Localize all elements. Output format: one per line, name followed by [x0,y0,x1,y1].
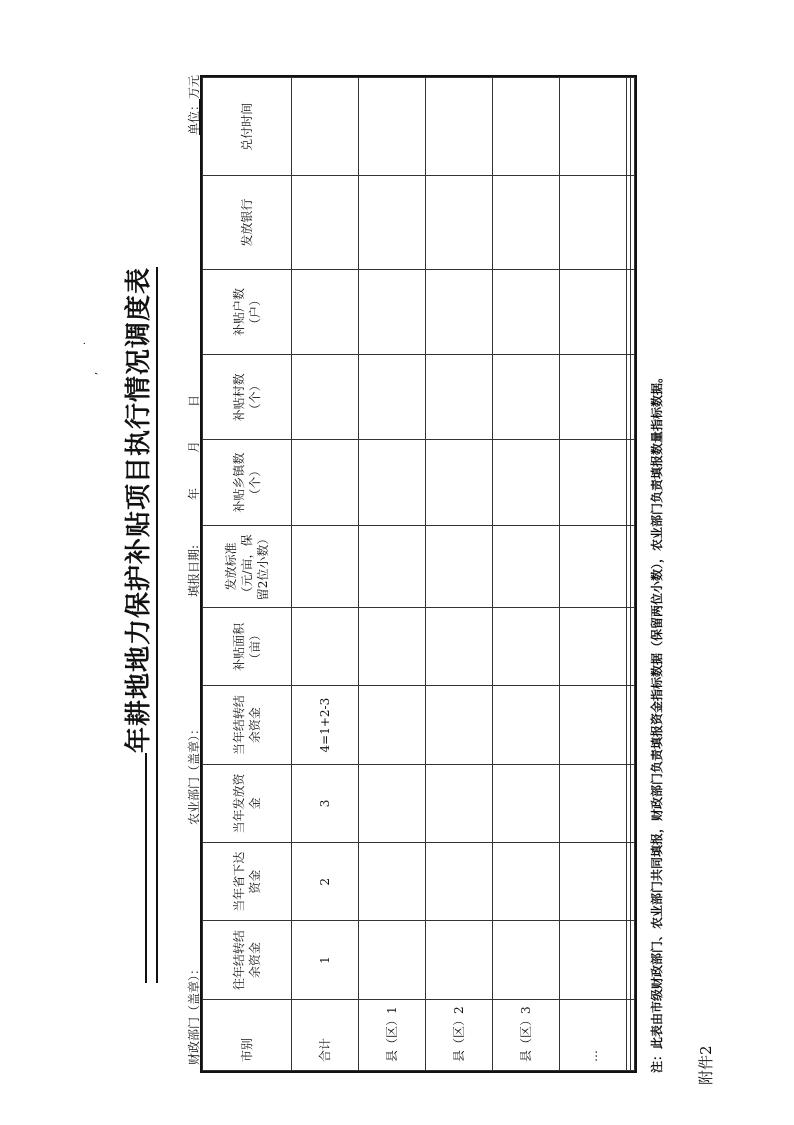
header-row [203,78,292,1071]
table-cell[interactable] [631,355,635,440]
table-cell[interactable] [359,78,426,176]
table-cell[interactable] [631,921,635,999]
table-cell[interactable] [493,176,560,269]
table-cell[interactable] [560,921,627,999]
header-cell: 补贴面积（亩） [203,608,292,686]
table-cell[interactable] [493,440,560,525]
table-cell[interactable] [631,525,635,607]
header-cell: 市别 [203,999,292,1070]
footnote: 注：此表由市级财政部门、农业部门共同填报，财政部门负责填报资金指标数据（保留两位小数），农业部门负责填报数量指标数据。 [650,370,664,1073]
header-cell: 补贴户数（户） [203,269,292,354]
table-row [631,78,635,1071]
table-cell[interactable] [359,608,426,686]
table-cell [292,176,359,269]
table-cell[interactable] [493,608,560,686]
table-cell[interactable] [560,269,627,354]
table-cell[interactable] [359,440,426,525]
table-cell[interactable] [359,525,426,607]
header-cell: 补贴村数（个） [203,355,292,440]
table-cell[interactable] [359,764,426,842]
unit-indicator: 单位：万元 [187,75,201,136]
table-cell[interactable] [493,686,560,764]
table-cell: 2 [292,843,359,921]
table-cell[interactable] [560,608,627,686]
table-cell[interactable] [359,176,426,269]
table-cell[interactable] [560,686,627,764]
table-cell[interactable] [359,355,426,440]
table-cell[interactable] [359,269,426,354]
table-cell [292,355,359,440]
table-cell [292,525,359,607]
schedule-table [202,77,635,1071]
table-cell: 合计 [292,999,359,1070]
finance-dept-label: 财政部门（盖章）： [187,962,201,1065]
table-cell[interactable] [493,764,560,842]
table-cell[interactable] [426,843,493,921]
header-cell: 兑付时间 [203,78,292,176]
date-day-label: 日 [187,394,201,407]
page-title: 年耕地地力保护补贴项目执行情况调度表 [118,125,155,1125]
table-cell[interactable] [560,355,627,440]
table-row [359,78,426,1071]
table-cell[interactable] [426,921,493,999]
table-cell[interactable] [493,525,560,607]
table-cell: 1 [292,921,359,999]
table-cell[interactable] [493,355,560,440]
table-cell [292,78,359,176]
table-cell[interactable] [631,608,635,686]
table-cell [292,608,359,686]
scan-speck: , [88,371,99,375]
agri-dept-label: 农业部门（盖章）： [187,722,201,825]
table-cell[interactable] [359,843,426,921]
table-cell[interactable] [426,525,493,607]
table-cell[interactable] [560,78,627,176]
table-cell: 3 [292,764,359,842]
table-row [493,78,560,1071]
fill-date-label: 填报日期: [187,544,201,597]
table-cell[interactable] [359,686,426,764]
table-cell[interactable] [493,269,560,354]
header-cell: 发放标准（元/亩，保留2位小数） [203,525,292,607]
date-month-label: 月 [187,440,201,453]
table-cell[interactable] [426,608,493,686]
table-row [560,78,627,1071]
table-cell[interactable] [631,78,635,176]
table-cell[interactable] [426,686,493,764]
table-cell[interactable] [560,843,627,921]
table-cell[interactable] [359,921,426,999]
scan-speck: · [80,341,91,345]
schedule-table-frame [200,75,637,1073]
table-cell[interactable] [631,843,635,921]
table-cell[interactable] [631,269,635,354]
table-cell[interactable] [426,269,493,354]
header-cell: 发放银行 [203,176,292,269]
table-cell: 县（区）1 [359,999,426,1070]
table-cell[interactable] [560,525,627,607]
header-cell: 当年发放资金 [203,764,292,842]
table-cell[interactable] [493,843,560,921]
table-cell [292,269,359,354]
table-cell[interactable] [493,78,560,176]
total-row [292,78,359,1071]
table-cell[interactable] [560,764,627,842]
table-cell[interactable] [631,440,635,525]
table-cell: 4=1+2-3 [292,686,359,764]
attachment-label: 附件2 [697,1045,715,1085]
table-cell[interactable] [426,355,493,440]
table-cell [631,999,635,1070]
table-cell[interactable] [426,764,493,842]
header-cell: 往年结转结余资金 [203,921,292,999]
table-cell[interactable] [631,686,635,764]
table-cell: 县（区）2 [426,999,493,1070]
table-cell: 县（区）3 [493,999,560,1070]
date-year-label: 年 [187,487,201,500]
header-cell: 当年结转结余资金 [203,686,292,764]
table-cell[interactable] [426,78,493,176]
table-cell [292,440,359,525]
table-cell[interactable] [493,921,560,999]
table-cell[interactable] [560,176,627,269]
table-cell[interactable] [631,764,635,842]
table-row [426,78,493,1071]
table-cell: … [560,999,627,1070]
table-cell[interactable] [631,176,635,269]
header-cell: 补贴乡镇数（个） [203,440,292,525]
table-cell[interactable] [426,440,493,525]
table-cell[interactable] [560,440,627,525]
header-cell: 当年省下达资金 [203,843,292,921]
table-cell[interactable] [426,176,493,269]
